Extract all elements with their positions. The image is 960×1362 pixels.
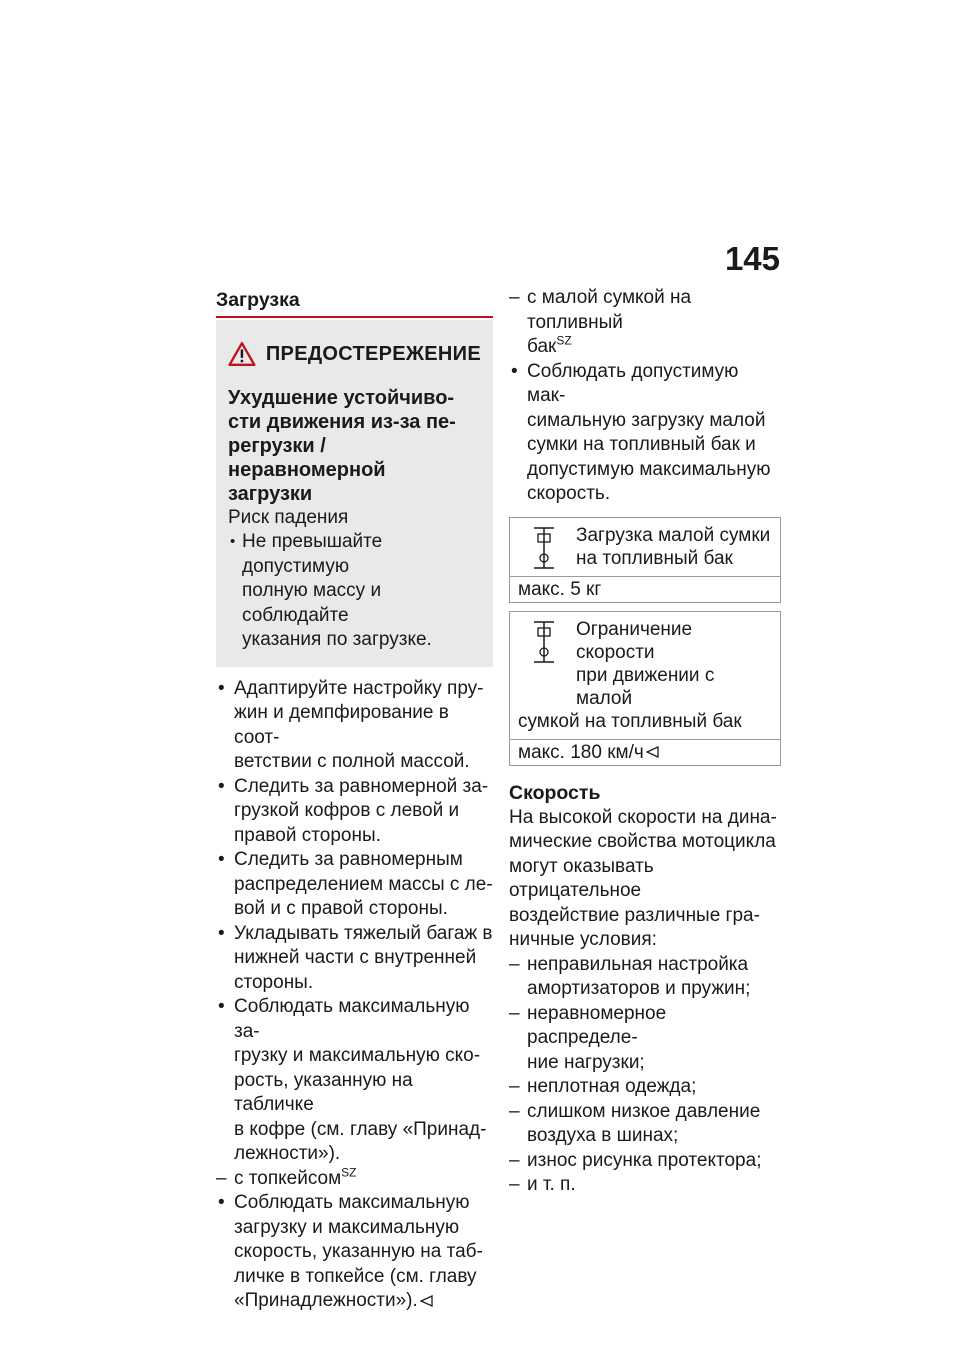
- list-item-line: • Соблюдать максимальную за-: [234, 996, 470, 1042]
- list-item-line: стороны.: [234, 971, 314, 993]
- list-item: [216, 922, 493, 996]
- paragraph-line: могут оказывать отрицательное: [509, 855, 654, 901]
- list-item-line: – износ рисунка протектора;: [527, 1149, 762, 1171]
- paragraph-line: На высокой скорости на дина-: [509, 806, 777, 828]
- table-header: [510, 612, 780, 710]
- list-item-line: симальную загрузку малой: [527, 409, 766, 431]
- tank-bag-load-table: [509, 517, 781, 603]
- table-header-line: Ограничение скорости: [576, 618, 693, 663]
- warning-title-line: регрузки / неравномерной: [228, 435, 386, 481]
- table-header-line: Загрузка малой сумки: [576, 524, 771, 546]
- list-item-line: сумки на топливный бак и: [527, 434, 756, 455]
- list-item-line: • Следить за равномерным: [234, 849, 463, 870]
- list-item-line: – неплотная одежда;: [527, 1076, 697, 1097]
- warning-bullet-line: • Не превышайте допустимую: [242, 531, 383, 577]
- warning-title-line: Ухудшение устойчиво-: [228, 387, 455, 409]
- list-item: [216, 677, 493, 775]
- list-item-line: ние нагрузки;: [527, 1051, 645, 1073]
- list-item-line: грузку и максимальную ско-: [234, 1045, 481, 1066]
- list-item-line: «Принадлежности»).: [234, 1290, 418, 1311]
- red-divider: [216, 316, 493, 318]
- load-weight-icon: [530, 526, 558, 570]
- table-header-text: [576, 618, 772, 710]
- list-item-line: нижней части с внутренней: [234, 947, 477, 968]
- load-weight-icon: [530, 620, 558, 664]
- speed-paragraph: [509, 806, 779, 953]
- list-item-line: – слишком низкое давление: [527, 1100, 761, 1122]
- warning-title-line: загрузки: [228, 483, 313, 505]
- section-title-loading: Загрузка: [216, 289, 300, 311]
- right-column: [509, 286, 779, 1198]
- list-item-dash: [509, 1149, 779, 1174]
- warning-bullet-line: полную массу и соблюдайте: [242, 580, 382, 626]
- list-item-line: личке в топкейсе (см. главу: [234, 1265, 477, 1287]
- list-item-dash: [216, 1167, 493, 1192]
- end-mark-icon: [420, 1295, 433, 1307]
- warning-title: [228, 386, 481, 506]
- list-item-dash: [509, 286, 779, 360]
- warning-header: [228, 334, 481, 374]
- list-item-line: распределением массы с ле-: [234, 873, 493, 895]
- section-title-speed: Скорость: [509, 781, 601, 804]
- list-item-line: скорость.: [527, 483, 611, 504]
- list-item: [509, 360, 779, 507]
- table-header-line: на топливный бак: [576, 547, 733, 569]
- table-value: [510, 739, 780, 765]
- option-superscript: SZ: [341, 1165, 357, 1180]
- list-item: [216, 1191, 493, 1314]
- list-item-line: лежности»).: [234, 1143, 341, 1164]
- warning-title-line: сти движения из-за пе-: [228, 411, 456, 433]
- table-value-text: макс. 180 км/ч: [518, 741, 644, 763]
- paragraph-line: воздействие различные гра-: [509, 904, 760, 926]
- list-item-line: рость, указанную на табличке: [234, 1069, 413, 1115]
- warning-box: [216, 320, 493, 667]
- list-item-line: в кофре (см. главу «Принад-: [234, 1118, 487, 1140]
- warning-bullet-line: указания по загрузке.: [242, 629, 432, 650]
- speed-conditions-list: [509, 953, 779, 1198]
- list-item-line: • Соблюдать максимальную: [234, 1192, 470, 1213]
- paragraph-line: ничные условия:: [509, 929, 657, 950]
- list-item-line: – неправильная настройка: [527, 953, 749, 975]
- left-column: [216, 286, 493, 1314]
- end-mark-icon: [646, 746, 659, 758]
- option-superscript: SZ: [556, 333, 572, 348]
- list-item: [216, 995, 493, 1167]
- warning-label: ПРЕДОСТЕРЕЖЕНИЕ: [265, 342, 481, 365]
- list-item-line: – и т. п.: [527, 1174, 576, 1195]
- list-item-line: – неравномерное распределе-: [527, 1002, 667, 1048]
- list-item-line: правой стороны.: [234, 824, 381, 846]
- list-item-dash: [509, 1173, 779, 1198]
- list-item-line: грузкой кофров с левой и: [234, 800, 460, 821]
- list-item-line: загрузку и максимальную: [234, 1216, 460, 1238]
- table-value: макс. 5 кг: [510, 576, 780, 602]
- list-item-line: вой и с правой стороны.: [234, 898, 448, 919]
- warning-subtitle: Риск падения: [228, 507, 349, 528]
- list-item-line: бак: [527, 336, 557, 357]
- list-item-dash: [509, 1002, 779, 1076]
- list-item: [216, 848, 493, 922]
- list-item-line: • Укладывать тяжелый багаж в: [234, 922, 493, 944]
- list-item-line: допустимую максимальную: [527, 458, 771, 480]
- list-item-last-line: [234, 1289, 493, 1314]
- list-item-line: жин и демпфирование в соот-: [234, 702, 449, 748]
- list-item-dash: [509, 1100, 779, 1149]
- table-header-text: [576, 524, 770, 570]
- paragraph-line: мические свойства мотоцикла: [509, 831, 776, 852]
- loading-instructions-list: [216, 677, 493, 1314]
- list-item-line: • Адаптируйте настройку пру-: [234, 677, 484, 699]
- tank-bag-speed-table: [509, 611, 781, 766]
- list-item-line: • Соблюдать допустимую мак-: [527, 360, 739, 406]
- table-header-full-line: сумкой на топливный бак: [518, 710, 742, 732]
- table-header: [510, 518, 780, 576]
- list-item-dash: [509, 953, 779, 1002]
- table-header-line: при движении с малой: [576, 664, 715, 709]
- list-item-line: с топкейсом: [234, 1167, 342, 1189]
- list-item-line: – с малой сумкой на топливный: [527, 287, 692, 333]
- list-item-line: воздуха в шинах;: [527, 1125, 679, 1146]
- list-item-dash: [509, 1075, 779, 1100]
- warning-bullet: [228, 530, 481, 653]
- list-item: [216, 775, 493, 849]
- list-item-line: • Следить за равномерной за-: [234, 775, 489, 797]
- page-number: 145: [724, 240, 780, 277]
- list-item-line: скорость, указанную на таб-: [234, 1241, 483, 1262]
- list-item-line: ветствии с полной массой.: [234, 751, 470, 772]
- warning-triangle-icon: [228, 338, 256, 370]
- list-item-line: амортизаторов и пружин;: [527, 978, 751, 999]
